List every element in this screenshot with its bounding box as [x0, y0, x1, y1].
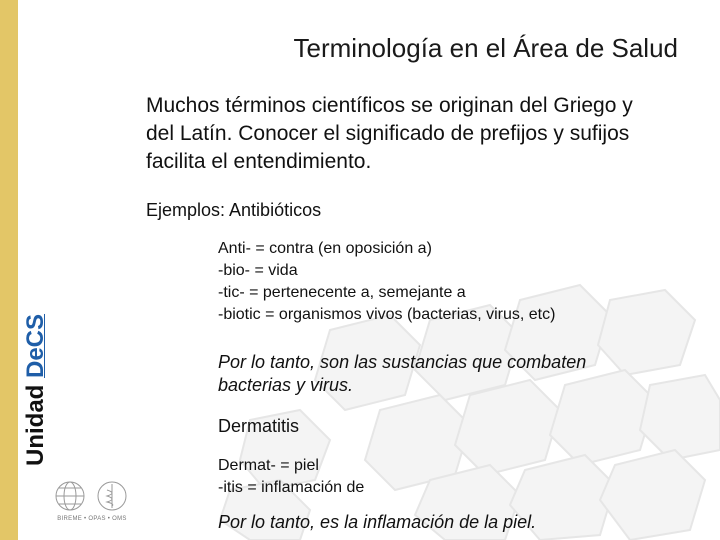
logo-caption: BIREME • OPAS • OMS [57, 516, 127, 522]
definition-line: -itis = inflamación de [218, 479, 365, 496]
definition-list-2 [218, 455, 364, 499]
definition-line: Dermat- = piel [218, 457, 319, 474]
conclusion-dermatitis: Por lo tanto, es la inflamación de la piel. [218, 512, 537, 532]
definition-line: Anti- = contra (en oposición a) [218, 240, 432, 257]
definition-line: -biotic = organismos vivos (bacterias, virus, etc) [218, 306, 556, 323]
left-accent-bar [0, 0, 18, 540]
term-dermatitis: Dermatitis [218, 416, 300, 436]
paho-globe-icon [56, 482, 84, 510]
definition-line: -tic- = pertenecente a, semejante a [218, 284, 466, 301]
examples-label: Ejemplos: Antibióticos [146, 200, 322, 220]
conclusion-antibioticos: Por lo tanto, son las sustancias que combaten bacterias y virus. [218, 352, 587, 395]
definition-list [218, 238, 555, 326]
hexagon-shape [600, 450, 705, 540]
definition-line: -bio- = vida [218, 262, 298, 279]
unidad-decs-label [22, 314, 50, 466]
slide-title: Terminología en el Área de Salud [293, 33, 678, 63]
paho-who-logos [50, 478, 134, 514]
intro-paragraph: Muchos términos científicos se originan del Griego y del Latín. Conocer el significado de prefijos y sufijos facilita el entendimiento. [146, 94, 633, 173]
unidad-label-text: Unidad [22, 378, 49, 466]
decs-label-text: DeCS [22, 313, 49, 378]
organization-logos [50, 478, 134, 526]
who-emblem-icon [98, 482, 126, 510]
